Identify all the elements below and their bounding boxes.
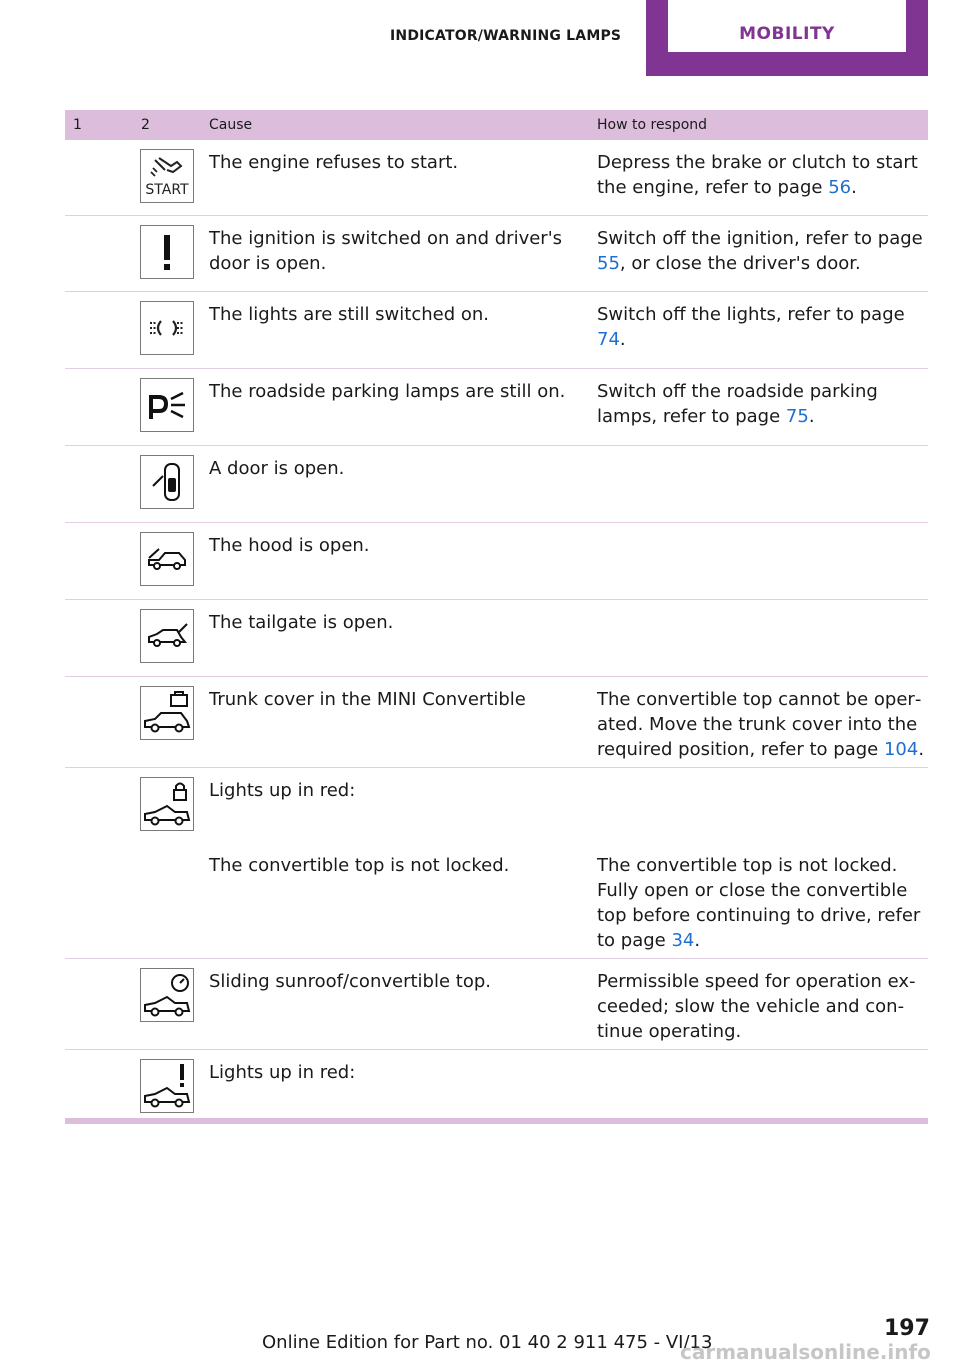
page-link[interactable]: 56: [828, 177, 852, 198]
chapter-tab: [646, 0, 928, 76]
page-link[interactable]: 55: [597, 253, 620, 274]
respond-text: [597, 853, 927, 953]
cause-text: The ignition is switched on and driver's door is open.: [209, 228, 563, 274]
respond-pre: Switch off the lights, refer to page: [597, 304, 905, 325]
cause-text: The roadside parking lamps are still on.: [209, 381, 566, 402]
exclamation-icon: [140, 225, 194, 279]
table-header: [65, 110, 928, 140]
table-row: [65, 768, 928, 959]
respond-pre: The convertible top is not locked. Fully open or close the convertible top before continuing to drive, refer to page: [597, 855, 921, 951]
header-col-1: 1: [73, 117, 82, 133]
header-respond: How to respond: [597, 117, 708, 133]
lights-icon: [140, 301, 194, 355]
convertible-speed-icon: [140, 968, 194, 1022]
convertible-warning-icon: [140, 1059, 194, 1113]
respond-post: .: [694, 930, 701, 951]
trunk-cover-icon: [140, 686, 194, 740]
cause-text: The lights are still switched on.: [209, 304, 490, 325]
respond-pre: Switch off the ignition, refer to page: [597, 228, 923, 249]
respond-pre: Switch off the roadside parking lamps, refer to page: [597, 381, 878, 427]
cause-text: A door is open.: [209, 458, 345, 479]
respond-post: .: [808, 406, 815, 427]
table-row: [65, 216, 928, 292]
respond-pre: Permissible speed for operation exceeded; slow the vehicle and continue operating.: [597, 971, 916, 1042]
respond-post: .: [918, 739, 925, 760]
hood-open-icon: [140, 532, 194, 586]
respond-text: [597, 379, 927, 429]
table-row: [65, 446, 928, 523]
table-row: [65, 600, 928, 677]
convertible-lock-icon: [140, 777, 194, 831]
respond-text: [597, 687, 927, 762]
table-row: [65, 677, 928, 768]
cause-text: Sliding sunroof/convertible top.: [209, 971, 491, 992]
watermark: carmanualsonline.info: [680, 1340, 931, 1364]
table-row: [65, 369, 928, 446]
chapter-tab-label: MOBILITY: [668, 0, 906, 52]
cause-text: Lights up in red:: [209, 780, 356, 801]
respond-text: [597, 302, 927, 352]
svg-text:START: START: [145, 182, 189, 198]
page-link[interactable]: 75: [785, 406, 809, 427]
table-row: [65, 1050, 928, 1124]
cause-text: The engine refuses to start.: [209, 152, 459, 173]
table-row: [65, 959, 928, 1050]
tailgate-open-icon: [140, 609, 194, 663]
header-col-2: 2: [141, 117, 150, 133]
cause-text: The tailgate is open.: [209, 612, 394, 633]
respond-post: , or close the driver's door.: [619, 253, 861, 274]
door-open-icon: [140, 455, 194, 509]
page-link[interactable]: 34: [671, 930, 695, 951]
respond-text: [597, 969, 927, 1044]
start-icon: [140, 149, 194, 203]
respond-pre: Depress the brake or clutch to start the engine, refer to page: [597, 152, 918, 198]
cause-text: Trunk cover in the MINI Convertible: [209, 689, 526, 710]
indicator-table: [65, 110, 928, 1124]
cause-text: The hood is open.: [209, 535, 370, 556]
page-number: 197: [884, 1316, 930, 1341]
cause-text: Lights up in red:: [209, 1062, 356, 1083]
page-link[interactable]: 104: [883, 739, 919, 760]
section-title: INDICATOR/WARNING LAMPS: [390, 28, 622, 44]
respond-pre: The convertible top cannot be operated. Move the trunk cover into the required position, refer to page: [597, 689, 922, 760]
respond-post: .: [619, 329, 626, 350]
respond-text: [597, 226, 927, 276]
cause-text-secondary: The convertible top is not locked.: [209, 855, 510, 876]
footer-edition: Online Edition for Part no. 01 40 2 911 475 - VI/13: [262, 1332, 713, 1353]
respond-post: .: [851, 177, 857, 198]
table-row: [65, 523, 928, 600]
table-row: [65, 140, 928, 216]
page-link[interactable]: 74: [597, 329, 620, 350]
header-cause: Cause: [209, 117, 253, 133]
respond-text: [597, 150, 927, 200]
parking-lamp-icon: [140, 378, 194, 432]
table-bottom-bar: [65, 1118, 928, 1124]
table-row: [65, 292, 928, 369]
